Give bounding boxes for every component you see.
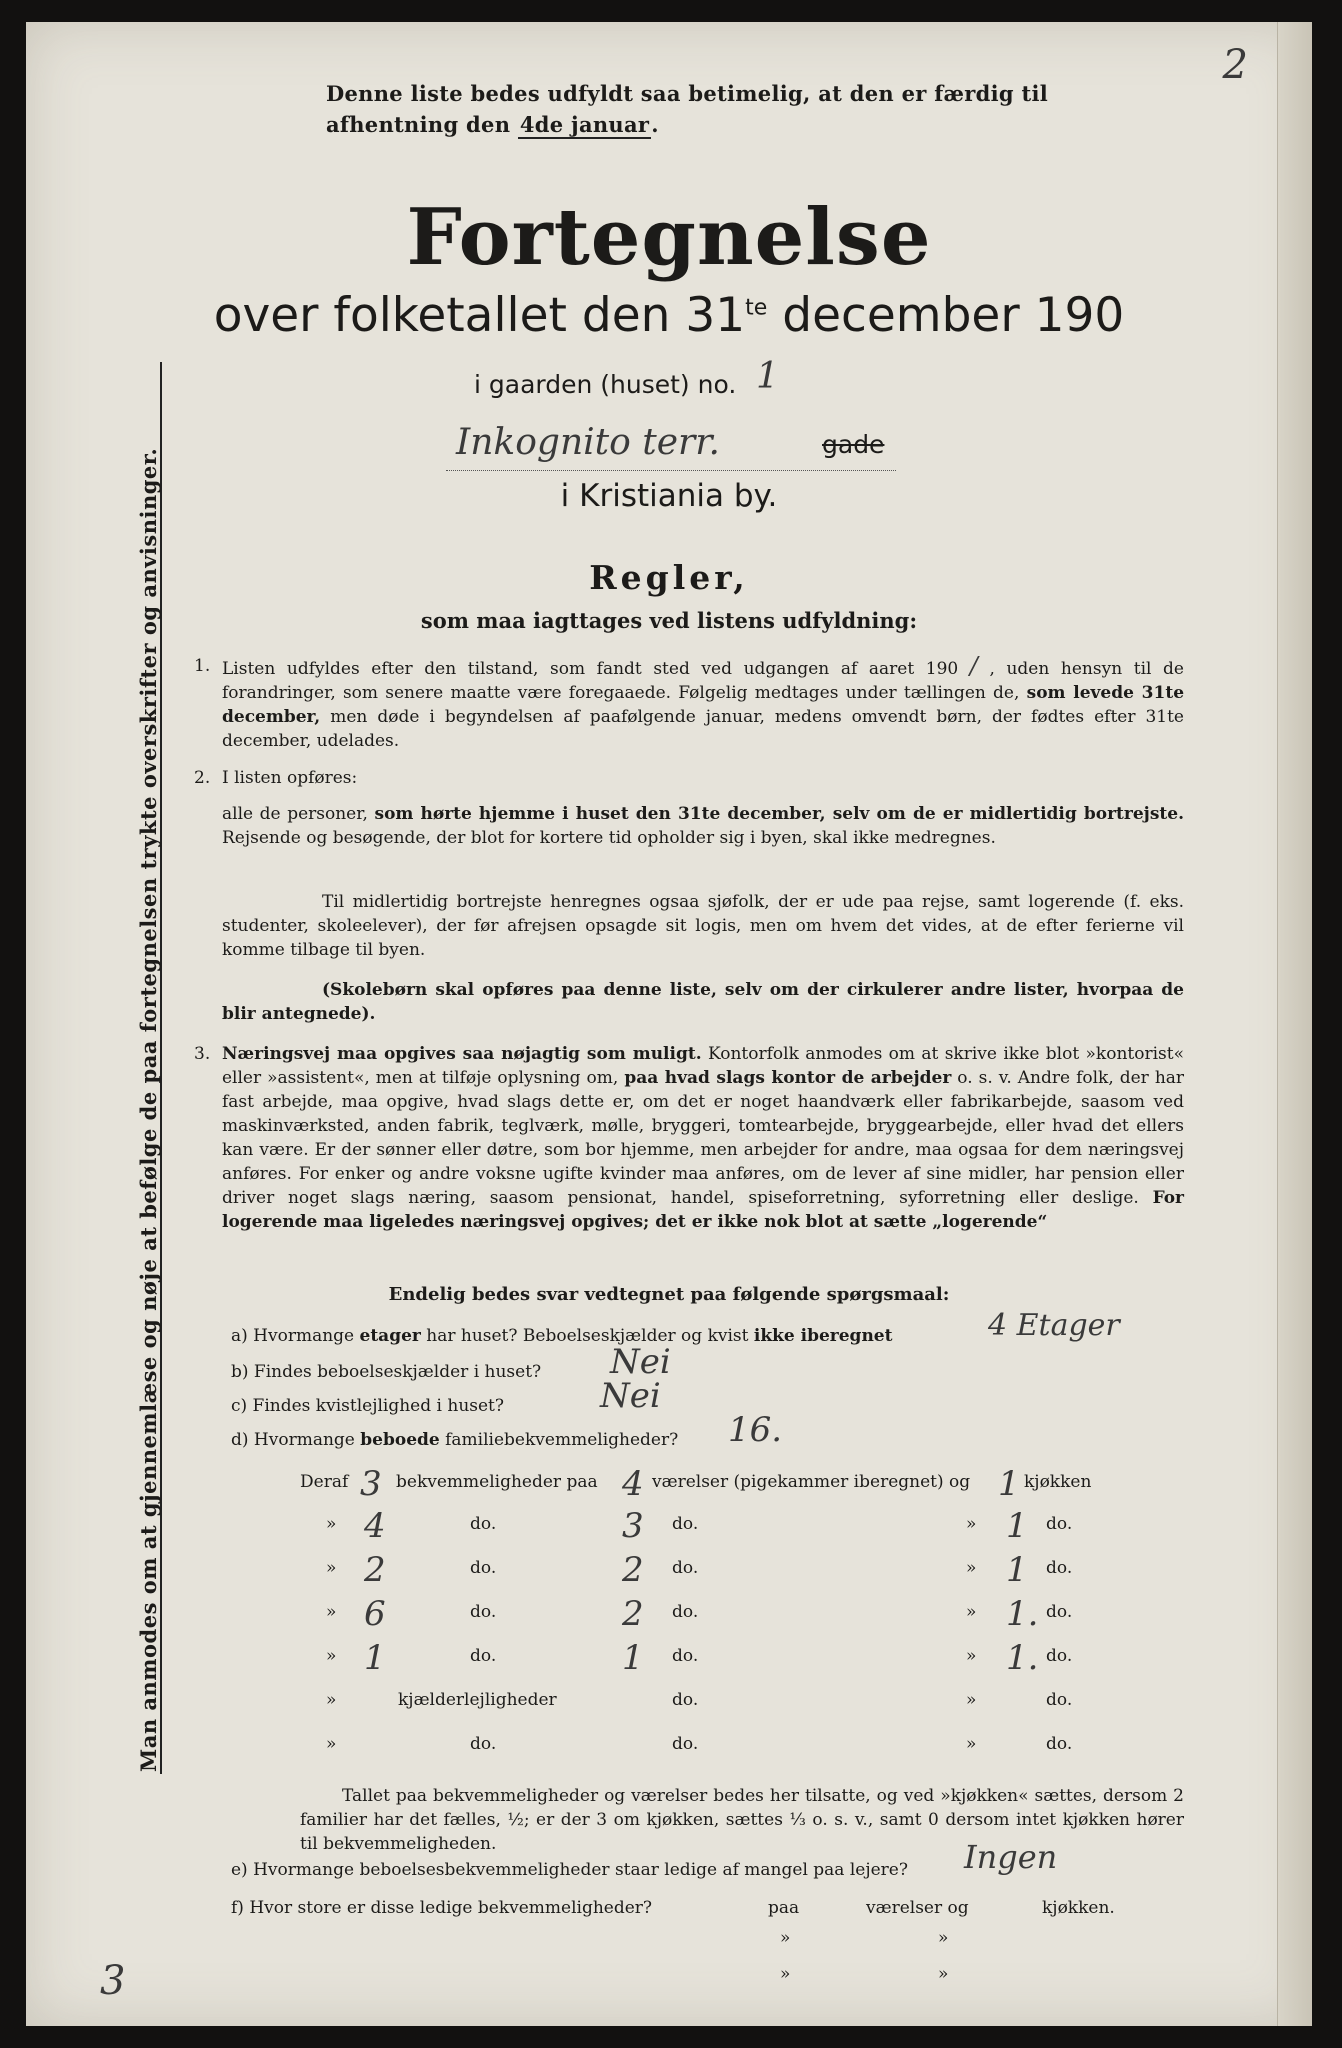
dwelling-row: » 4 do. 3 do. » 1 do. <box>326 1506 1073 1546</box>
fraction-note: Tallet paa bekvemmeligheder og værelser bedes her tilsatte, og ved »kjøkken« sættes, dersom 2 familier har det fælles, ½; er der 3 om kjøkken, sættes ⅓ o. s. v., samt 0 dersom intet kjøkken hører til bekvemmeligheden. <box>300 1786 1184 1854</box>
ditto-mark: » <box>780 1928 791 1948</box>
city-label: i Kristiania by. <box>560 478 778 514</box>
rule-2-body: alle de personer, som hørte hjemme i huset den 31te december, selv om de er midlertidig bortrejste. Rejsende og besøgende, der blot for kortere tid opholder sig i byen, skal ikke medregnes. <box>222 804 1184 848</box>
margin-instruction: Man anmodes om at gjennemlæse og nøje at befølge de paa fortegnelsen trykte overskrifter og anvisninger. <box>136 447 161 1772</box>
ditto-mark: » <box>780 1964 791 1984</box>
dwelling-row-cellar: » kjælderlejligheder do. » do. <box>326 1690 1073 1710</box>
rule-2-detail: Til midlertidig bortrejste henregnes ogsaa sjøfolk, der er ude paa rejse, samt logerende (f. eks. studenter, skoleelever), der før afrejsen opsagde sit logis, men om hvem det vides, at de efter ferierne vil komme tilbage til byen. <box>222 892 1184 960</box>
house-number-label: i gaarden (huset) no. <box>474 370 737 399</box>
page-title: Fortegnelse <box>406 192 932 283</box>
rule-1: 1. Listen udfyldes efter den tilstand, som fandt sted ved udgangen af aaret 190 / , uden hensyn til de forandringer, som senere maatte være foregaaede. Følgelig medtages under tællingen de, som levede 31te december, men døde i begyndelsen af paafølgende januar, medens omvendt børn, der fødtes efter 31te december, udelades. <box>194 652 1185 751</box>
page-subtitle: over folketallet den $31^{te}$ december 190 <box>213 288 1125 343</box>
question-d: d) Hvormange beboede familiebekvemmeligheder? <box>231 1430 679 1450</box>
corner-number-handwritten: 3 <box>100 1958 126 2004</box>
house-number-handwritten: 1 <box>756 356 779 397</box>
question-b: b) Findes beboelseskjælder i huset? <box>231 1362 542 1382</box>
notice-line-1: Denne liste bedes udfyldt saa betimelig, at den er færdig til <box>326 81 1049 106</box>
census-form-sheet <box>26 22 1312 2026</box>
answer-b-handwritten: Nei <box>610 1342 671 1382</box>
rules-subheading: som maa iagttages ved listens udfyldning: <box>420 608 918 633</box>
rule-2-title: 2. I listen opføres: <box>194 768 358 788</box>
rules-heading: Regler, <box>589 558 749 597</box>
dwelling-row-header: Deraf 3 bekvemmeligheder paa 4 værelser (pigekammer iberegnet) og 1 kjøkken <box>300 1464 1092 1504</box>
rule-3: 3. Næringsvej maa opgives saa nøjagtig som muligt. Kontorfolk anmodes om at skrive ikke blot »kontorist« eller »assistent«, men at tilføje oplysning om, paa hvad slags kontor de arbejder o. s. v. Andre folk, der har fast arbejde, maa opgive, hvad slags dette er, om det er noget haandværk eller fabrikarbejde, saasom ved maskinværksted, anden fabrik, teglværk, mølle, bryggeri, tomtearbejde, bryggearbejde, eller hvad det ellers kan være. Er der sønner eller døtre, som bor hjemme, men arbejder for andre, maa ogsaa for dem næringsvej anføres. For enker og andre voksne ugifte kvinder maa anføres, om de lever af sine midler, har pension eller driver noget slags næring, saasom pensionat, handel, spiseforretning, syforretning eller deslige. For logerende maa ligeledes næringsvej opgives; det er ikke nok blot at sætte „logerende“ <box>194 1044 1185 1232</box>
notice-line-2: afhentning den 4de januar. <box>326 112 659 137</box>
dwelling-row: » 2 do. 2 do. » 1 do. <box>326 1550 1073 1590</box>
question-f-paa: paa <box>768 1898 800 1918</box>
page-number-handwritten: 2 <box>1222 42 1248 88</box>
street-fill-line <box>446 470 896 471</box>
notice <box>326 78 1186 140</box>
rule-2-schoolchildren: (Skolebørn skal opføres paa denne liste, selv om der cirkulerer andre lister, hvorpaa de blir antegnede). <box>222 980 1184 1024</box>
answer-a-handwritten: 4 Etager <box>988 1308 1120 1343</box>
dwelling-row-blank: » do. do. » do. <box>326 1734 1073 1754</box>
year-handwritten: / <box>969 652 978 680</box>
ditto-mark: » <box>938 1928 949 1948</box>
question-e: e) Hvormange beboelsesbekvemmeligheder staar ledige af mangel paa lejere? <box>231 1860 908 1880</box>
questions-heading: Endelig bedes svar vedtegnet paa følgende spørgsmaal: <box>388 1284 950 1305</box>
question-a: a) Hvormange etager har huset? Beboelseskjælder og kvist ikke iberegnet <box>231 1326 893 1346</box>
question-c: c) Findes kvistlejlighed i huset? <box>231 1396 504 1416</box>
street-suffix: gade <box>822 430 885 459</box>
dwelling-row: » 6 do. 2 do. » 1. do. <box>326 1594 1073 1634</box>
answer-d-handwritten: 16. <box>728 1410 783 1450</box>
answer-e-handwritten: Ingen <box>964 1838 1058 1876</box>
question-f-kitchen: kjøkken. <box>1042 1898 1115 1918</box>
question-f: f) Hvor store er disse ledige bekvemmeligheder? <box>231 1898 653 1918</box>
dwelling-row: » 1 do. 1 do. » 1. do. <box>326 1638 1073 1678</box>
pickup-date: 4de januar <box>519 112 650 137</box>
answer-c-handwritten: Nei <box>600 1376 661 1416</box>
street-name-handwritten: Inkognito terr. <box>456 422 720 463</box>
question-f-rooms: værelser og <box>866 1898 969 1918</box>
ditto-mark: » <box>938 1964 949 1984</box>
